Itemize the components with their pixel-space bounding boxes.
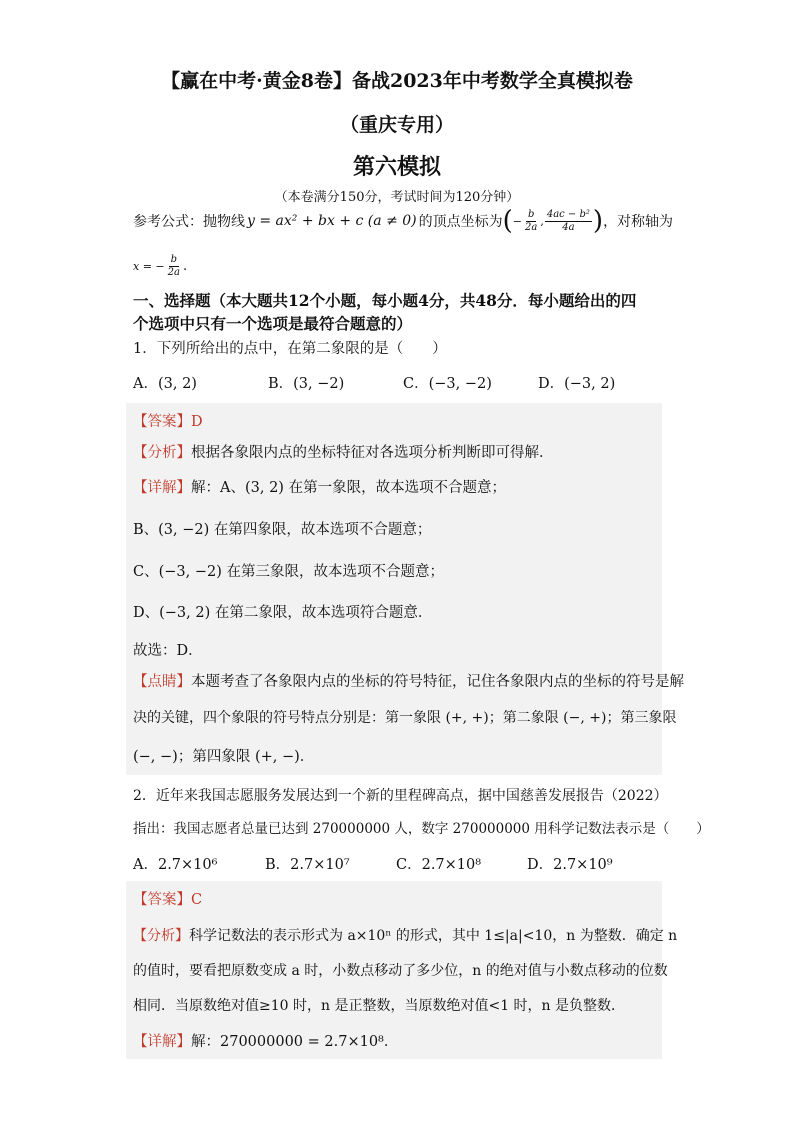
formula-vertex-text: 的顶点坐标为 — [418, 214, 503, 230]
q1-detail-line: B、(3, −2) 在第四象限，故本选项不合题意； — [133, 522, 432, 538]
q1-detail-label: 【详解】 — [133, 480, 191, 496]
vertex-x-denominator: 2a — [525, 221, 538, 233]
q2-detail-label: 【详解】 — [133, 1034, 191, 1050]
q1-comment-label: 【点睛】 — [133, 674, 191, 690]
q2-stem-line: 2．近年来我国志愿服务发展达到一个新的里程碑高点，据中国慈善发展报告（2022） — [133, 788, 668, 804]
vertex-y-numerator: 4ac − b² — [546, 208, 590, 220]
q2-analysis-line: 科学记数法的表示形式为 a×10ⁿ 的形式，其中 1≤|a|<10，n 为整数．确定 n — [189, 928, 678, 944]
vertex-y-denominator: 4a — [562, 221, 575, 233]
vertex-x-numerator: b — [527, 208, 535, 220]
q2-answer — [133, 888, 202, 909]
paren-open: ( — [502, 206, 513, 236]
axis-formula — [133, 254, 187, 279]
q1-detail-line: D、(−3, 2) 在第二象限，故本选项符合题意． — [133, 605, 433, 621]
vertex-x-fraction — [523, 209, 539, 234]
q2-answer-value: C — [191, 892, 203, 908]
q2-analysis-line: 相同．当原数绝对值≥10 时，n 是正整数，当原数绝对值<1 时，n 是负整数． — [133, 998, 626, 1014]
q1-comment-line: (−, −)；第四象限 (+, −)． — [133, 749, 315, 765]
section-heading-line2: 个选项中只有一个选项是最符合题意的） — [133, 314, 413, 333]
q2-analysis — [133, 925, 677, 945]
parabola-expression: y = ax² + bx + c (a ≠ 0) — [247, 213, 417, 229]
document-subtitle: （重庆专用） — [339, 114, 454, 136]
q1-detail-line: 解：A、(3, 2) 在第一象限，故本选项不合题意； — [191, 480, 507, 496]
q1-comment-line: 本题考查了各象限内点的坐标的符号特征，记住各象限内点的坐标的符号是解 — [191, 674, 684, 690]
q1-answer — [133, 410, 203, 431]
document-title: 【赢在中考·黄金8卷】备战2023年中考数学全真模拟卷 — [161, 70, 633, 92]
mock-title: 第六模拟 — [352, 154, 441, 180]
q1-detail-line: C、(−3, −2) 在第三象限，故本选项不合题意； — [133, 564, 444, 580]
axis-end: . — [182, 259, 188, 274]
q1-analysis-text: 根据各象限内点的坐标特征对各选项分析判断即可得解． — [191, 445, 554, 461]
q2-detail — [133, 1030, 398, 1051]
q1-answer-value: D — [191, 414, 203, 430]
formula-suffix: ，对称轴为 — [603, 214, 674, 230]
q1-detail — [133, 476, 506, 497]
q1-option-b: B．(3, −2) — [268, 376, 345, 392]
q1-option-d: D．(−3, 2) — [538, 376, 616, 392]
q1-comment — [133, 670, 684, 691]
q1-analysis-label: 【分析】 — [133, 445, 191, 461]
q1-answer-label: 【答案】 — [133, 414, 191, 430]
q2-stem-line: 指出：我国志愿者总量已达到 270000000 人，数字 270000000 用科学记数法表示是（ ） — [133, 821, 710, 837]
axis-prefix: x = − — [133, 260, 165, 273]
q1-analysis — [133, 441, 554, 462]
q1-option-a: A．(3, 2) — [133, 376, 197, 392]
comma: , — [540, 214, 544, 228]
q1-comment-line: 决的关键，四个象限的符号特点分别是：第一象限 (+, +)；第二象限 (−, +)；第三象限 — [133, 710, 677, 726]
minus-sign: − — [512, 214, 522, 228]
q2-option-d: D．2.7×10⁹ — [527, 857, 613, 873]
vertex-y-fraction — [545, 209, 592, 234]
q1-option-c: C．(−3, −2) — [403, 376, 492, 392]
formula-prefix: 参考公式：抛物线 — [133, 214, 245, 230]
q2-option-b: B．2.7×10⁷ — [265, 857, 350, 873]
section-heading-line1: 一、选择题（本大题共12个小题，每小题4分，共48分．每小题给出的四 — [133, 291, 637, 310]
q1-stem: 1．下列所给出的点中，在第二象限的是（ ） — [133, 341, 447, 357]
q1-choose: 故选：D． — [133, 643, 203, 659]
q2-option-c: C．2.7×10⁸ — [396, 857, 482, 873]
paren-close: ) — [592, 206, 604, 236]
reference-formula — [133, 208, 673, 234]
q2-detail-text: 解：270000000 = 2.7×10⁸． — [191, 1034, 399, 1050]
q2-analysis-line: 的值时，要看把原数变成 a 时，小数点移动了多少位，n 的绝对值与小数点移动的位数 — [133, 963, 668, 979]
q2-answer-label: 【答案】 — [133, 892, 191, 908]
axis-numerator: b — [170, 254, 177, 265]
axis-fraction — [166, 254, 182, 279]
q2-analysis-label: 【分析】 — [133, 928, 189, 944]
exam-info: （本卷满分150分，考试时间为120分钟） — [274, 190, 520, 205]
axis-denominator: 2a — [167, 267, 180, 278]
q2-option-a: A．2.7×10⁶ — [133, 857, 218, 873]
